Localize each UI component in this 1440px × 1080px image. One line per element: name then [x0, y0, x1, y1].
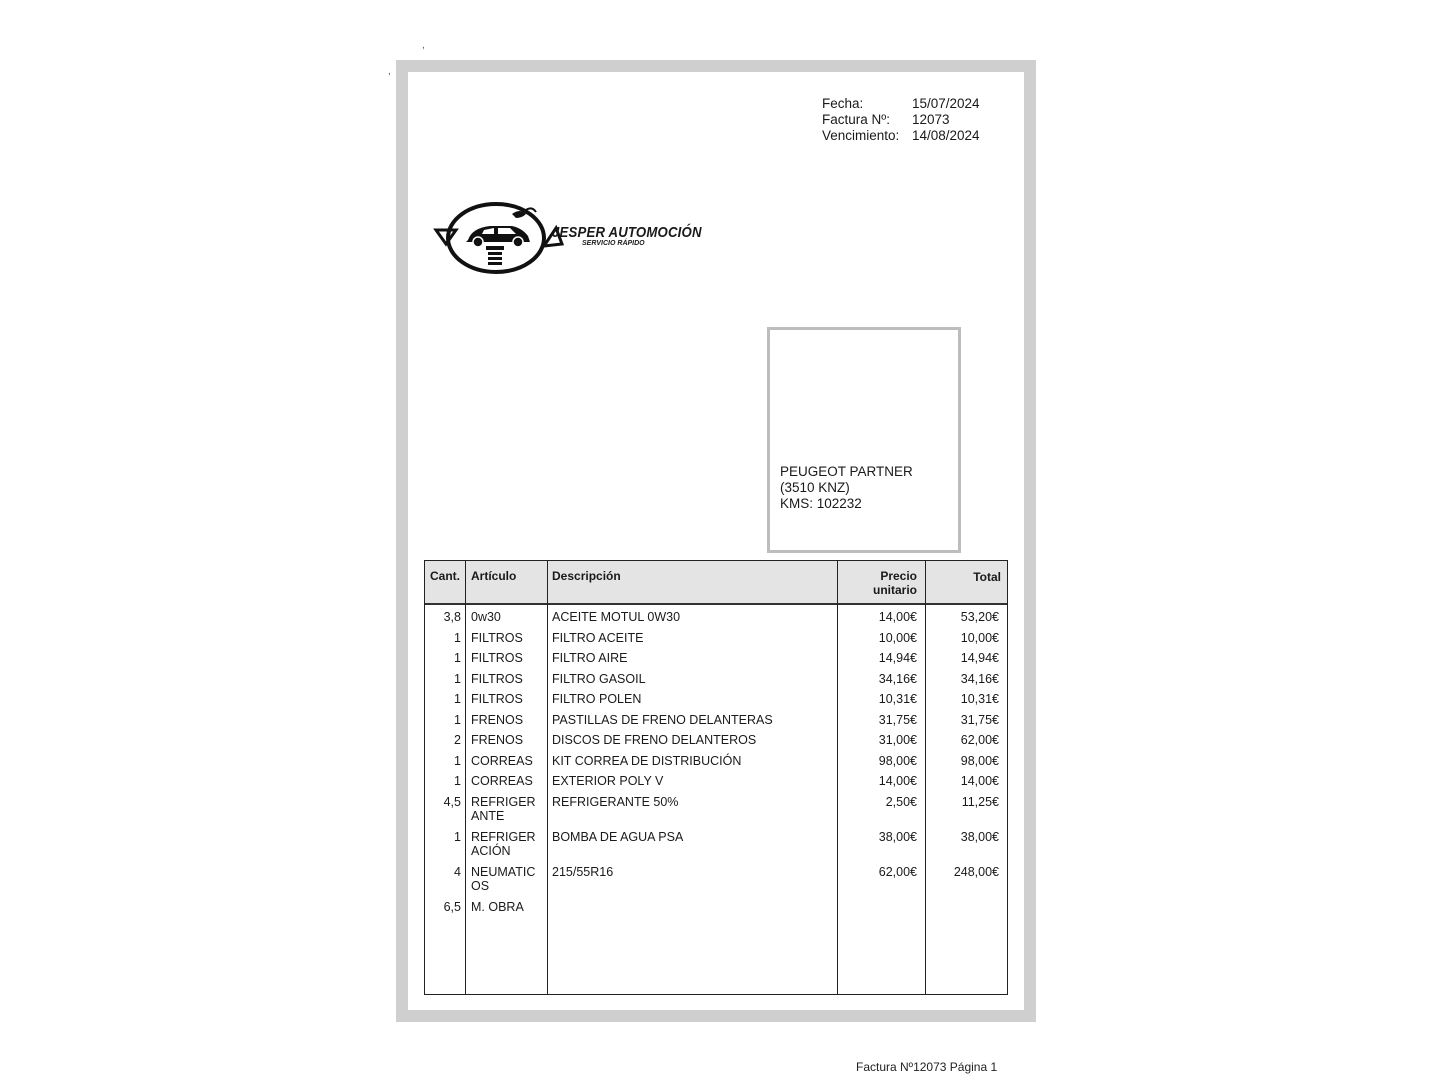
row-article: FILTROS: [471, 651, 523, 665]
row-quantity: 2: [454, 733, 461, 747]
row-quantity: 1: [454, 672, 461, 686]
column-divider: [547, 561, 548, 994]
row-description: BOMBA DE AGUA PSA: [552, 830, 684, 844]
row-total: 31,75€: [960, 713, 999, 727]
row-description: FILTRO POLEN: [552, 692, 642, 706]
row-total: 98,00€: [960, 754, 999, 768]
row-unit-price: 62,00€: [878, 865, 917, 879]
row-article: REFRIGER ACIÓN: [471, 830, 536, 858]
client-address-box: [767, 327, 961, 553]
invoice-number-label: Factura Nº:: [822, 112, 890, 127]
row-description: KIT CORREA DE DISTRIBUCIÓN: [552, 754, 742, 768]
column-divider: [465, 561, 466, 994]
row-description: REFRIGERANTE 50%: [552, 795, 679, 809]
header-unit-price: [839, 569, 917, 597]
scan-speck: ,: [422, 40, 425, 51]
row-total: 11,25€: [961, 795, 999, 809]
row-unit-price: 34,16€: [878, 672, 917, 686]
row-unit-price: 14,00€: [878, 610, 917, 624]
row-quantity: 1: [454, 754, 461, 768]
invoice-meta: [822, 96, 980, 144]
row-unit-price: 14,94€: [878, 651, 917, 665]
row-article: FRENOS: [471, 733, 524, 747]
invoice-lines-table: [424, 560, 1008, 995]
header-description: Descripción: [552, 569, 621, 583]
row-quantity: 1: [454, 651, 461, 665]
row-article: CORREAS: [471, 754, 533, 768]
row-description: ACEITE MOTUL 0W30: [552, 610, 681, 624]
row-total: 248,00€: [953, 865, 999, 879]
row-unit-price: 10,00€: [878, 631, 917, 645]
row-total: 38,00€: [960, 830, 999, 844]
row-article: M. OBRA: [471, 900, 524, 914]
row-article: FILTROS: [471, 672, 523, 686]
date-label: Fecha:: [822, 96, 864, 111]
row-quantity: 4,5: [443, 795, 461, 809]
due-date-value: 14/08/2024: [912, 128, 980, 143]
row-quantity: 1: [454, 774, 461, 788]
due-date-label: Vencimiento:: [822, 128, 900, 143]
row-description: EXTERIOR POLY V: [552, 774, 664, 788]
row-total: 53,20€: [960, 610, 999, 624]
row-quantity: 6,5: [443, 900, 461, 914]
company-tagline: SERVICIO RÁPIDO: [582, 240, 645, 247]
row-unit-price: 14,00€: [878, 774, 917, 788]
header-qty: Cant.: [430, 569, 460, 583]
table-header: [425, 561, 1007, 605]
row-total: 10,00€: [960, 631, 999, 645]
row-article: FILTROS: [471, 692, 523, 706]
invoice-number-value: 12073: [912, 112, 950, 127]
header-total: Total: [973, 570, 1001, 584]
row-unit-price: 38,00€: [878, 830, 917, 844]
scan-speck: ,: [388, 66, 391, 77]
row-unit-price: 31,75€: [878, 713, 917, 727]
row-article: REFRIGER ANTE: [471, 795, 536, 823]
client-plate: (3510 KNZ): [780, 480, 850, 495]
row-article: FRENOS: [471, 713, 524, 727]
row-quantity: 3,8: [443, 610, 461, 624]
row-article: 0w30: [471, 610, 501, 624]
client-kms: KMS: 102232: [780, 496, 862, 511]
row-unit-price: 10,31€: [878, 692, 917, 706]
client-vehicle: PEUGEOT PARTNER: [780, 464, 913, 479]
row-total: 62,00€: [960, 733, 999, 747]
company-name: JESPER AUTOMOCIÓN: [552, 224, 702, 241]
date-value: 15/07/2024: [912, 96, 980, 111]
row-quantity: 1: [454, 713, 461, 727]
row-quantity: 1: [454, 631, 461, 645]
row-total: 10,31€: [960, 692, 999, 706]
row-total: 34,16€: [960, 672, 999, 686]
row-total: 14,94€: [960, 651, 999, 665]
row-unit-price: 2,50€: [885, 795, 917, 809]
row-unit-price: 31,00€: [878, 733, 917, 747]
page-footer: Factura Nº12073 Página 1: [856, 1060, 998, 1074]
row-unit-price: 98,00€: [878, 754, 917, 768]
row-description: FILTRO AIRE: [552, 651, 628, 665]
row-article: NEUMATIC OS: [471, 865, 536, 893]
row-description: PASTILLAS DE FRENO DELANTERAS: [552, 713, 773, 727]
header-unit-price-line1: Precio: [880, 569, 917, 583]
row-article: CORREAS: [471, 774, 533, 788]
header-unit-price-line2: unitario: [873, 583, 917, 597]
row-description: DISCOS DE FRENO DELANTEROS: [552, 733, 757, 747]
row-article: FILTROS: [471, 631, 523, 645]
row-quantity: 4: [454, 865, 461, 879]
row-description: FILTRO ACEITE: [552, 631, 644, 645]
row-description: 215/55R16: [552, 865, 614, 879]
row-quantity: 1: [454, 830, 461, 844]
row-quantity: 1: [454, 692, 461, 706]
row-total: 14,00€: [960, 774, 999, 788]
header-article: Artículo: [471, 569, 517, 583]
row-description: FILTRO GASOIL: [552, 672, 646, 686]
